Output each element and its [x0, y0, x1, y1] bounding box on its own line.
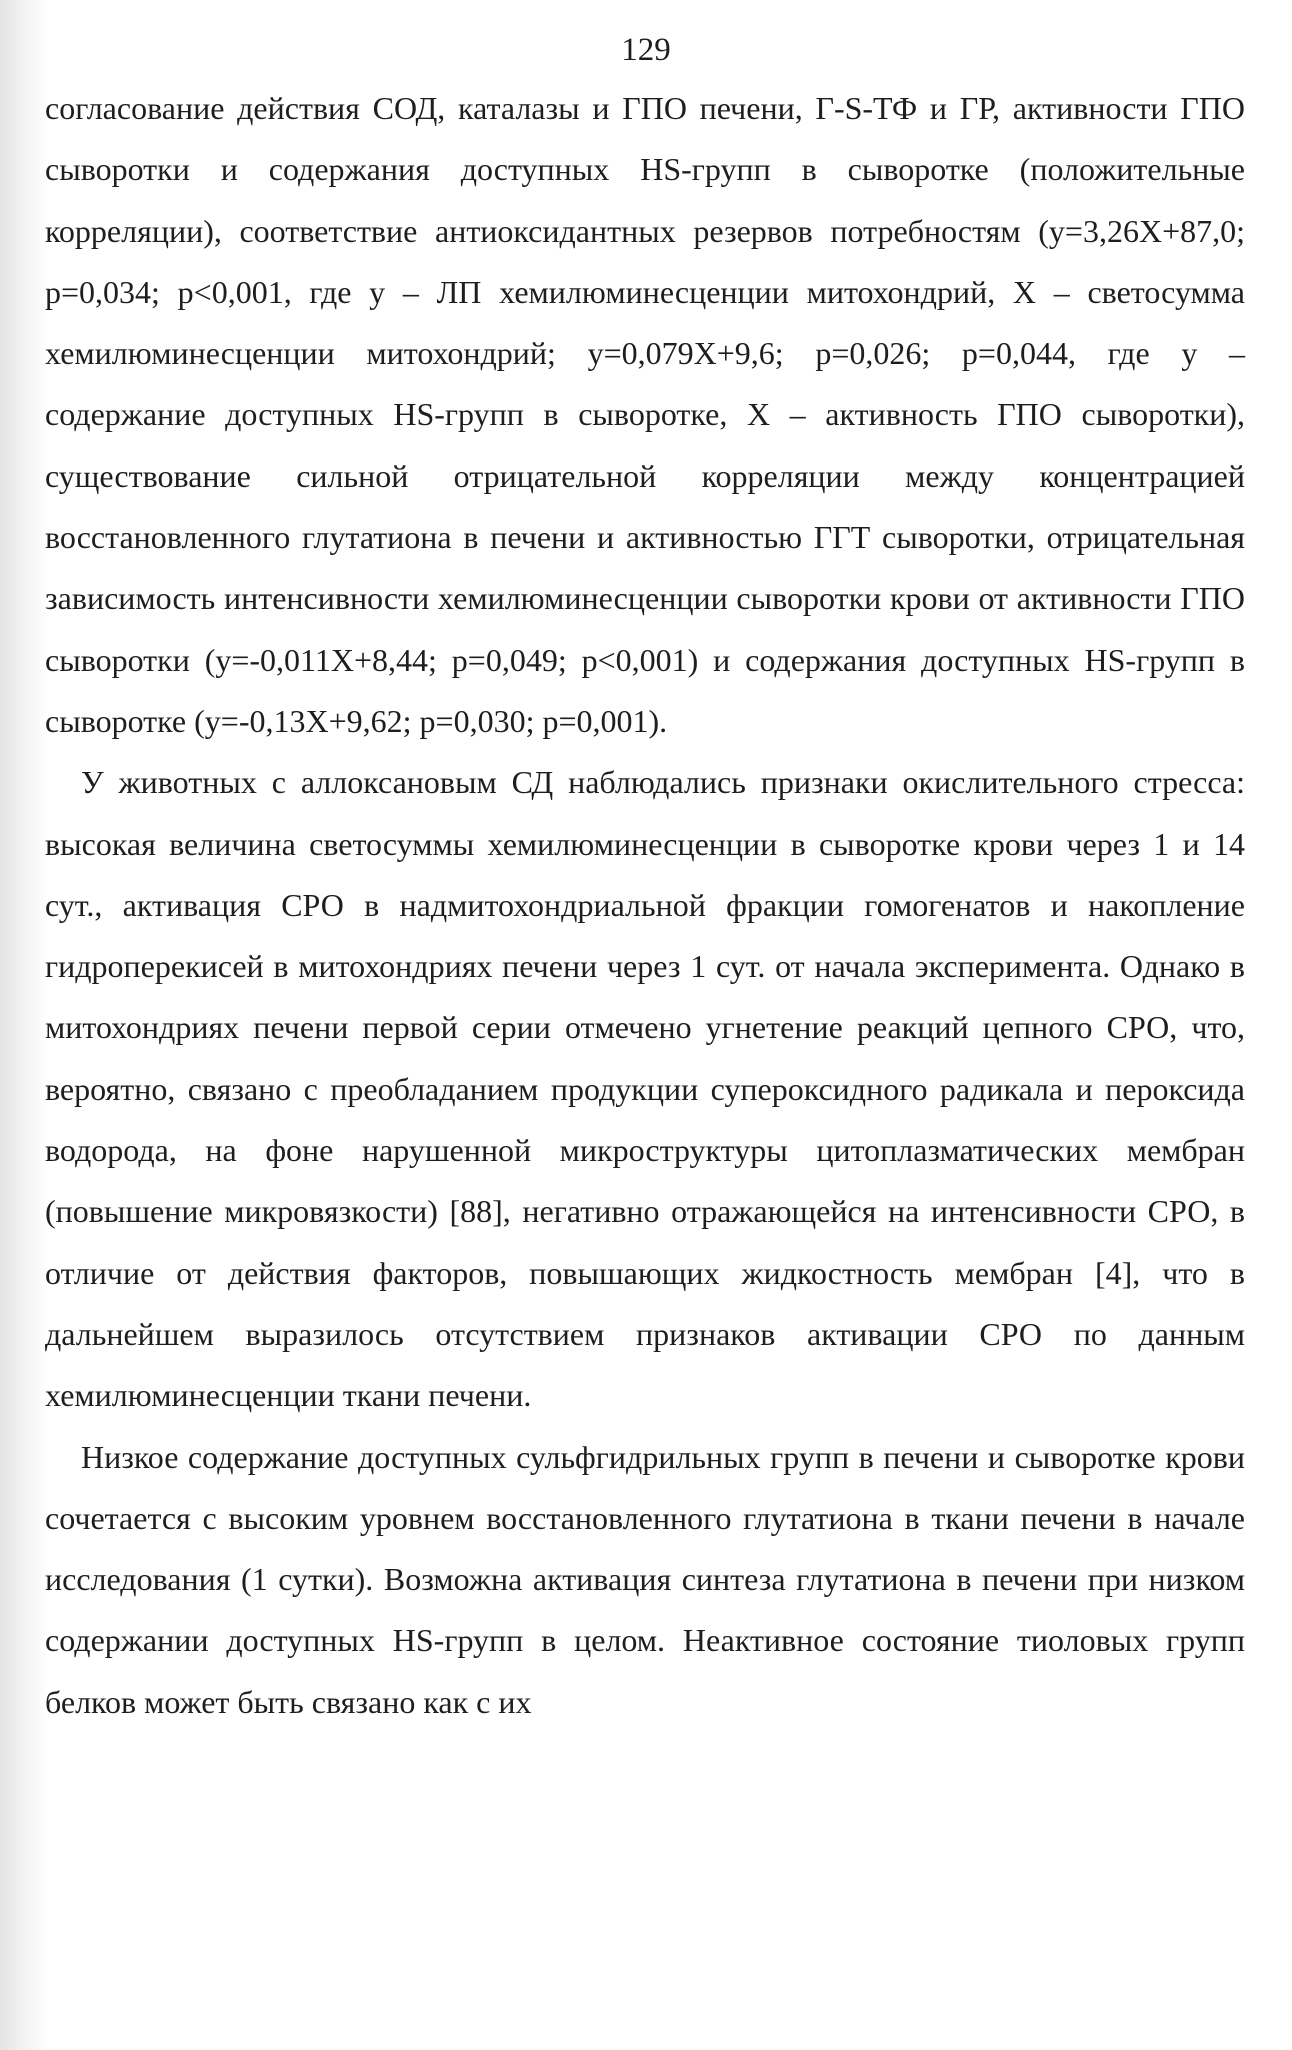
- paragraph-sulfhydryl-groups: Низкое содержание доступных сульфгидрильных групп в печени и сыворотке крови сочетается с высоким уровнем восстановленного глутатиона в ткани печени в начале исследования (1 сутки). Возможна активация синтеза глутатиона в печени при низком содержании доступных HS-групп в целом. Неактивное состояние тиоловых групп белков может быть связано как с их: [45, 1438, 1245, 1720]
- scan-edge-shadow: [0, 0, 48, 2050]
- paragraph-continuation: согласование действия СОД, каталазы и ГПО печени, Г-S-ТФ и ГР, активности ГПО сыворотки и содержания доступных HS-групп в сыворотке (положительные корреляции), соответствие антиоксидантных резервов потребностям (y=3,26X+87,0; p=0,034; p<0,001, где y – ЛП хемилюминесценции митохондрий, X – светосумма хемилюминесценции митохондрий; y=0,079X+9,6; p=0,026; p=0,044, где y – содержание доступных HS-групп в сыворотке, X – активность ГПО сыворотки), существование сильной отрицательной корреляции между концентрацией восстановленного глутатиона в печени и активностью ГГТ сыворотки, отрицательная зависимость интенсивности хемилюминесценции сыворотки крови от активности ГПО сыворотки (y=-0,011X+8,44; p=0,049; p<0,001) и содержания доступных HS-групп в сыворотке (y=-0,13X+9,62; p=0,030; p=0,001).: [45, 90, 1245, 739]
- page-number: 129: [621, 32, 671, 68]
- page-body: [45, 78, 1245, 1733]
- paragraph-alloxan-diabetes: У животных с аллоксановым СД наблюдались признаки окислительного стресса: высокая величина светосуммы хемилюминесценции в сыворотке крови через 1 и 14 сут., активация СРО в надмитохондриальной фракции гомогенатов и накопление гидроперекисей в митохондриях печени через 1 сут. от начала эксперимента. Однако в митохондриях печени первой серии отмечено угнетение реакций цепного СРО, что, вероятно, связано с преобладанием продукции супероксидного радикала и пероксида водорода, на фоне нарушенной микроструктуры цитоплазматических мембран (повышение микровязкости) [88], негативно отражающейся на интенсивности СРО, в отличие от действия факторов, повышающих жидкостность мембран [4], что в дальнейшем выразилось отсутствием признаков активации СРО по данным хемилюминесценции ткани печени.: [45, 764, 1245, 1414]
